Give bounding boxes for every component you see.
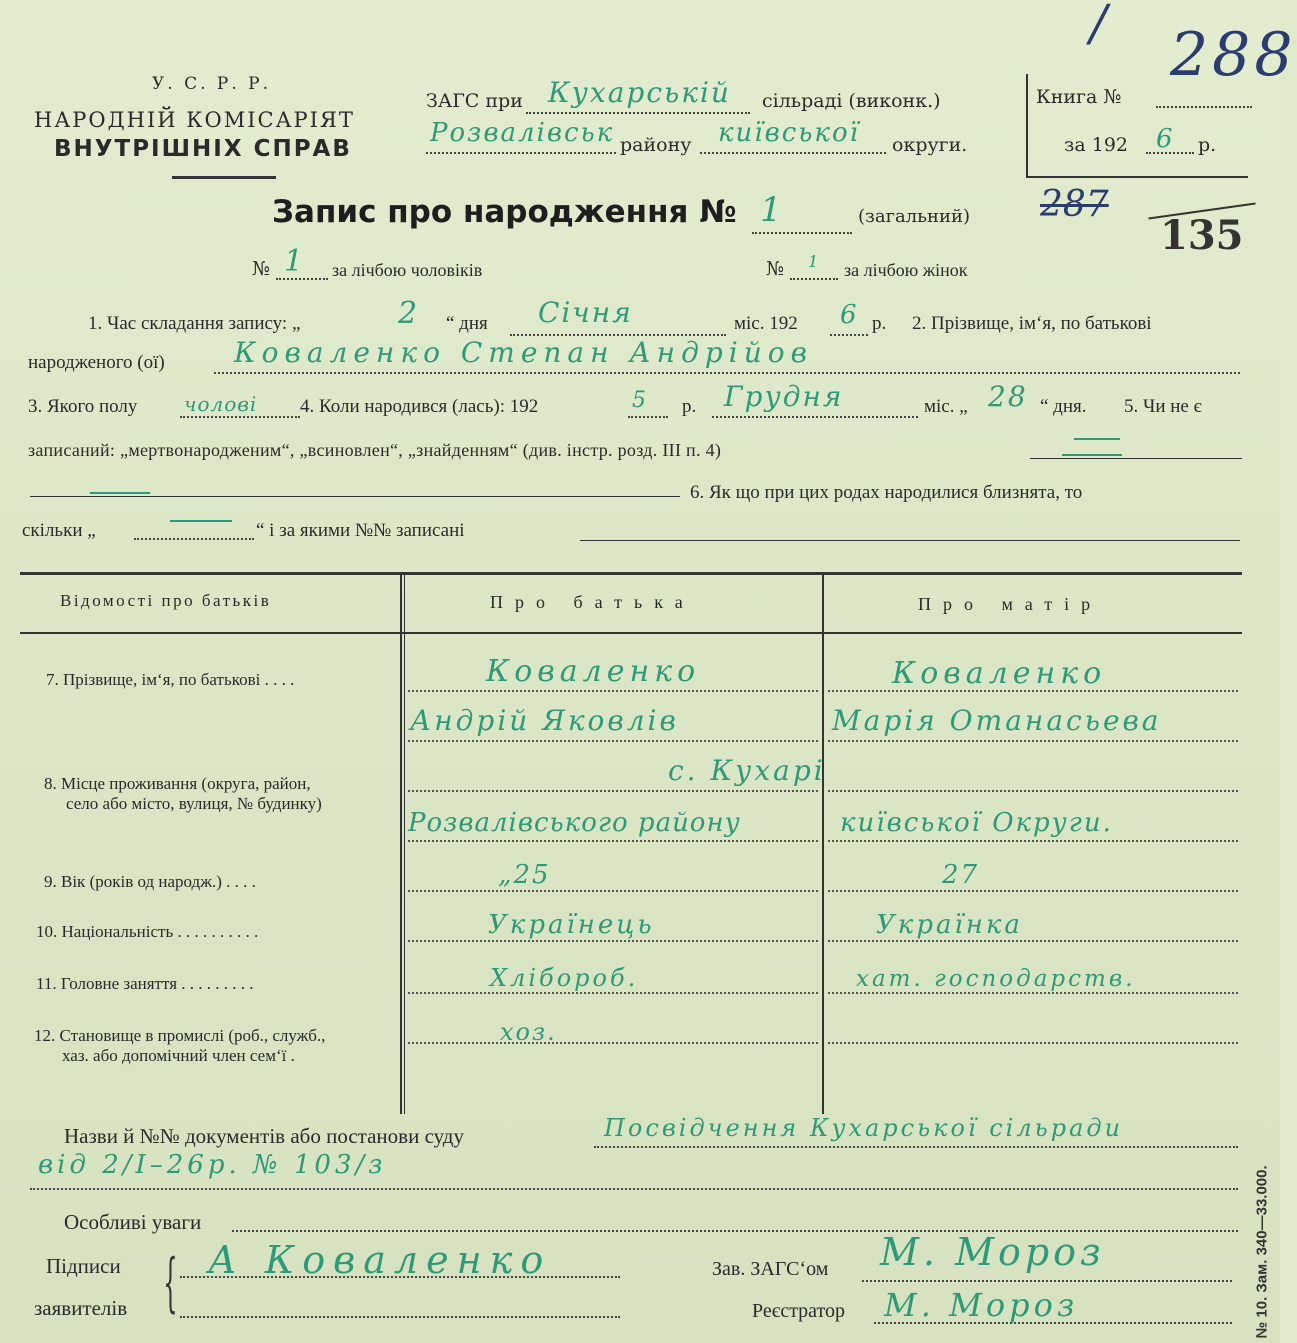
q1-day-handwritten: 2 bbox=[398, 296, 420, 331]
form-title: Запис про народження № bbox=[272, 194, 737, 230]
row9-label: 9. Вік (років од народж.) . . . . bbox=[44, 872, 256, 891]
women-prefix: № bbox=[766, 258, 784, 280]
table-col-father: Про батька bbox=[490, 592, 695, 612]
q1-year-label: міс. 192 bbox=[734, 313, 798, 334]
birth-month-handwritten: Грудня bbox=[724, 380, 844, 413]
signatures-label-2: заявителів bbox=[34, 1296, 128, 1320]
q6-label-b: скільки „ bbox=[22, 520, 96, 541]
signature-brace: { bbox=[163, 1246, 178, 1320]
row11-label: 11. Головне заняття . . . . . . . . . bbox=[36, 974, 254, 993]
ussr-label: У. С. Р. Р. bbox=[152, 74, 271, 94]
birth-year-handwritten: 5 bbox=[632, 388, 648, 413]
book-year-handwritten: 6 bbox=[1156, 124, 1175, 154]
child-name-handwritten: Коваленко Степан Андрійов bbox=[234, 336, 813, 369]
year-label: за 192 bbox=[1064, 134, 1128, 156]
mother-name: Марія Отанасьева bbox=[832, 704, 1162, 737]
father-status: хоз. bbox=[500, 1018, 557, 1046]
q1-label: 1. Час складання запису: „ bbox=[88, 313, 301, 334]
q4-day-suffix: “ дня. bbox=[1040, 396, 1087, 417]
father-nationality: Українець bbox=[488, 910, 655, 940]
residence-okrug: київської Округи. bbox=[840, 808, 1113, 838]
book-label: Книга № bbox=[1036, 86, 1122, 108]
documents-handwritten-2: від 2/I–26р. № 103/з bbox=[38, 1150, 387, 1180]
documents-label: Назви й №№ документів або постанови суду bbox=[64, 1124, 464, 1148]
q6-label: 6. Як що при цих родах народилися близнята, то bbox=[690, 482, 1083, 503]
q4-label: 4. Коли народився (лась): 192 bbox=[300, 396, 539, 417]
row12-label-2: хаз. або допомічний член сем‘ї . bbox=[62, 1046, 295, 1065]
silradi-label: сільраді (виконк.) bbox=[762, 90, 941, 112]
father-surname: Коваленко bbox=[486, 654, 701, 689]
crossed-number: 287 bbox=[1040, 184, 1109, 225]
okrug-handwritten: київської bbox=[718, 118, 860, 148]
table-top-rule bbox=[20, 572, 1242, 575]
registrar-label: Реєстратор bbox=[752, 1300, 846, 1322]
table-col-mother: Про матір bbox=[918, 594, 1103, 614]
father-age: „25 bbox=[498, 860, 551, 890]
book-number-handwritten: 288 bbox=[1170, 20, 1297, 90]
q5-label-b: записаний: „мертвонародженим“, „всиновлен“, „знайденням“ (див. інстр. розд. III п. 4) bbox=[28, 440, 722, 460]
women-number-handwritten: 1 bbox=[808, 252, 821, 271]
mother-nationality: Українка bbox=[876, 910, 1023, 940]
stamp-number: 135 bbox=[1160, 212, 1244, 259]
men-prefix: № bbox=[252, 258, 270, 280]
table-header-rule bbox=[20, 632, 1242, 634]
q6-label-c: “ і за якими №№ записані bbox=[256, 520, 465, 541]
father-name: Андрій Яковлів bbox=[410, 704, 679, 737]
q4-month-label: міс. „ bbox=[924, 396, 968, 417]
general-label: (загальний) bbox=[858, 206, 970, 227]
sex-handwritten: чолові bbox=[184, 392, 258, 416]
applicant-signature: А Коваленко bbox=[208, 1238, 552, 1282]
raionu-label: району bbox=[620, 134, 692, 156]
residence-district: Розвалівського району bbox=[408, 808, 741, 838]
book-year-suffix: р. bbox=[1198, 134, 1217, 156]
table-col-parents: Відомості про батьків bbox=[60, 591, 272, 610]
corner-mark: / bbox=[1090, 0, 1107, 52]
mother-surname: Коваленко bbox=[892, 656, 1107, 691]
row7-label: 7. Прізвище, ім‘я, по батькові . . . . bbox=[46, 670, 295, 689]
village-handwritten: Кухарській bbox=[548, 76, 731, 109]
zags-prefix: ЗАГС при bbox=[426, 90, 523, 112]
head-label: Зав. ЗАГС‘ом bbox=[712, 1258, 829, 1280]
notes-label: Особливі уваги bbox=[64, 1210, 202, 1234]
district-handwritten: Розвалівськ bbox=[430, 118, 615, 148]
residence-village: с. Кухарі bbox=[668, 754, 826, 787]
q4-year-suffix: р. bbox=[682, 396, 697, 417]
men-label: за лічбою чоловіків bbox=[332, 260, 483, 280]
row10-label: 10. Національність . . . . . . . . . . bbox=[36, 922, 259, 941]
q3-label: 3. Якого полу bbox=[28, 396, 138, 417]
commissariat-line1: НАРОДНІЙ КОМІСАРІЯТ bbox=[34, 108, 355, 132]
mother-occupation: хат. господарств. bbox=[856, 966, 1136, 992]
row12-label-1: 12. Становище в промислі (роб., служб., bbox=[34, 1026, 326, 1045]
mother-age: 27 bbox=[942, 860, 980, 890]
record-number-handwritten: 1 bbox=[760, 190, 784, 230]
father-occupation: Хлібороб. bbox=[490, 964, 639, 992]
head-signature: М. Мороз bbox=[880, 1230, 1105, 1274]
row8-label-1: 8. Місце проживання (округа, район, bbox=[44, 774, 311, 793]
signatures-label-1: Підписи bbox=[46, 1254, 121, 1278]
q2-label-b: народженого (ої) bbox=[28, 352, 165, 373]
q5-label: 5. Чи не є bbox=[1124, 396, 1202, 417]
men-number-handwritten: 1 bbox=[284, 244, 306, 279]
q1-year-suffix: р. bbox=[872, 313, 887, 334]
registrar-signature: М. Мороз bbox=[884, 1286, 1079, 1324]
q1-day-suffix: “ дня bbox=[446, 313, 488, 334]
women-label: за лічбою жінок bbox=[844, 260, 968, 280]
q1-month-handwritten: Січня bbox=[538, 296, 633, 329]
birth-day-handwritten: 28 bbox=[988, 380, 1028, 413]
okrugy-label: округи. bbox=[892, 134, 968, 156]
q1-year-handwritten: 6 bbox=[840, 300, 859, 330]
printer-mark: № 10. Зам. 340—33.000. bbox=[1253, 1165, 1271, 1339]
q2-label: 2. Прізвище, ім‘я, по батькові bbox=[912, 313, 1152, 334]
commissariat-line2: ВНУТРІШНІХ СПРАВ bbox=[54, 136, 352, 162]
row8-label-2: село або місто, вулиця, № будинку) bbox=[66, 794, 322, 813]
header-rule bbox=[172, 176, 276, 179]
documents-handwritten: Посвідчення Кухарської сільради bbox=[604, 1114, 1124, 1142]
